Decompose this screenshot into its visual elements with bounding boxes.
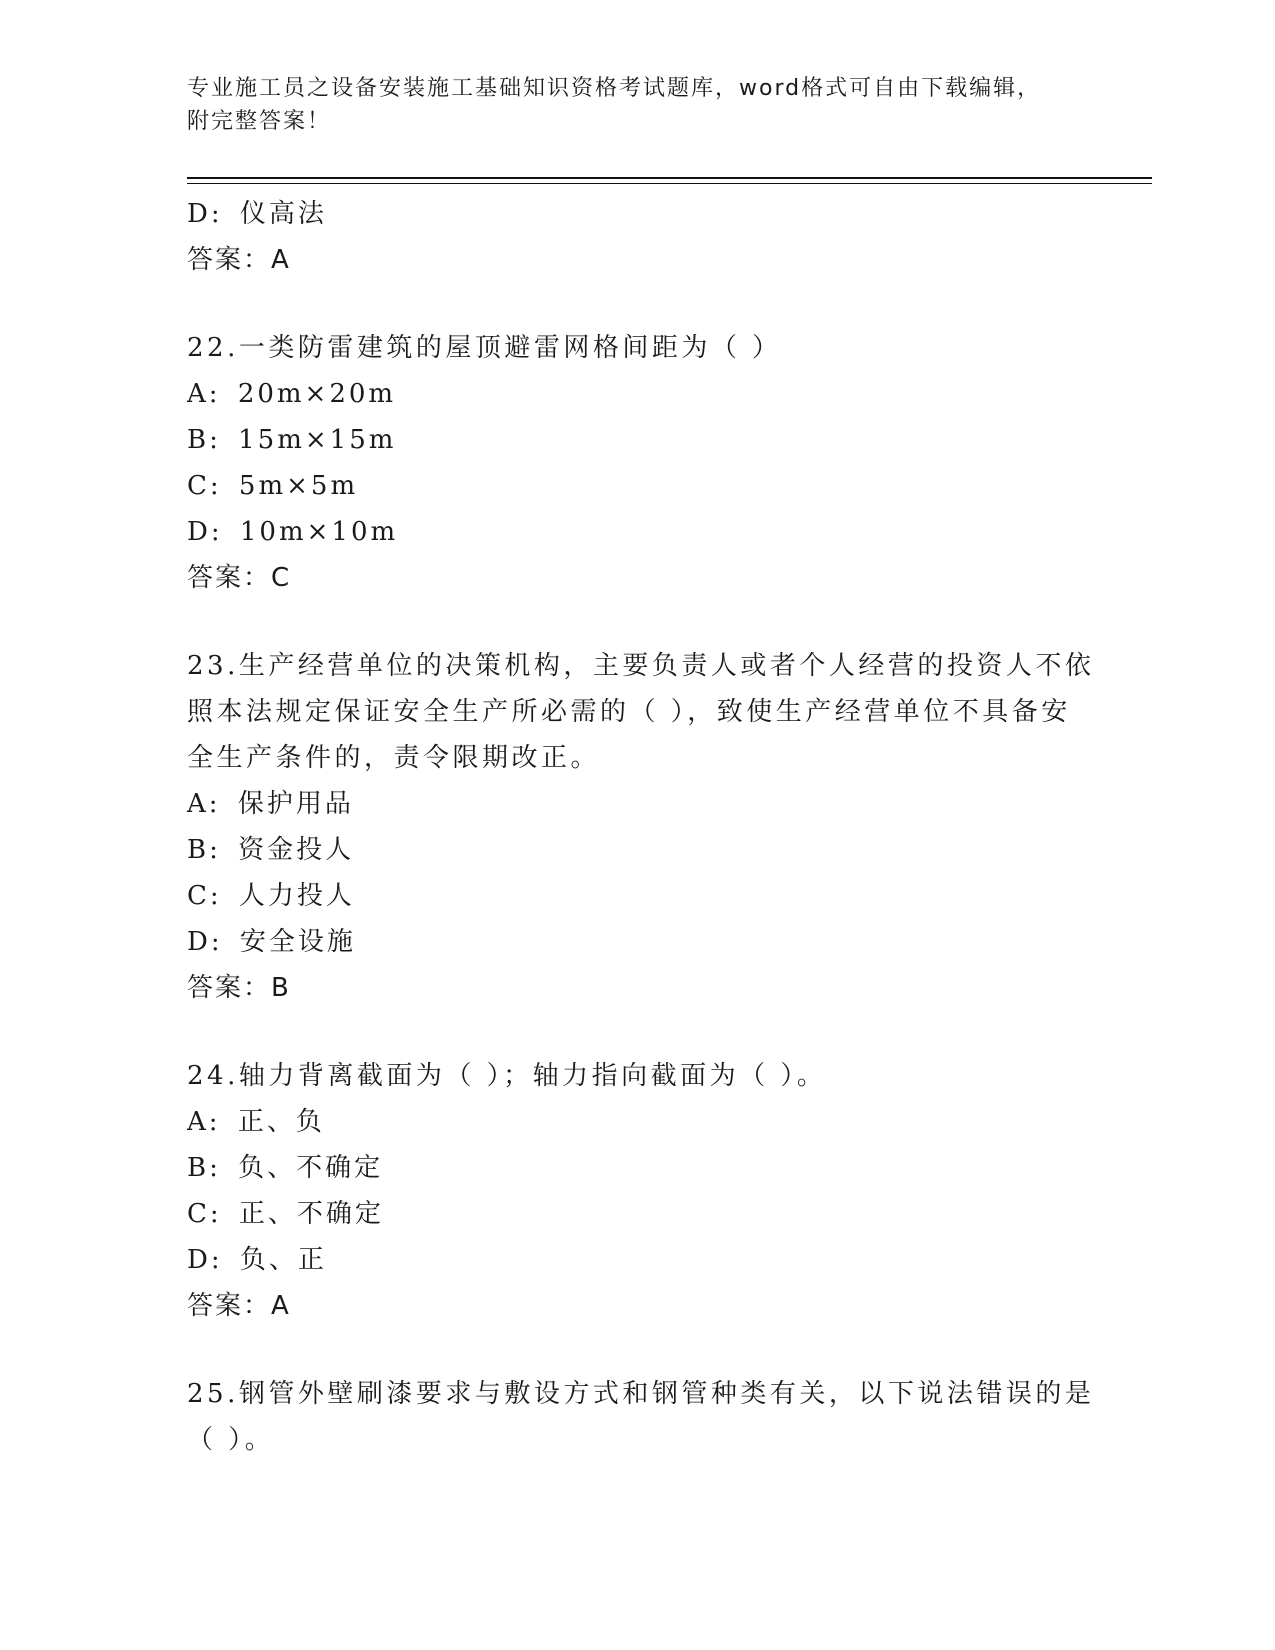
option-a [187, 371, 1087, 417]
stem-line: 23.生产经营单位的决策机构，主要负责人或者个人经营的投资人不依 [187, 651, 1095, 681]
option-c [187, 463, 1087, 509]
option-text: 安全设施 [239, 927, 356, 957]
answer-line: 答案：A [187, 245, 291, 275]
option-label: C: [187, 881, 222, 911]
answer-line: 答案：A [187, 1291, 291, 1321]
option-text: 人力投人 [238, 881, 355, 911]
option-d [187, 191, 1087, 237]
option-label: A: [187, 379, 221, 409]
option-text: 10m×10m [239, 517, 399, 547]
option-text: 负、正 [239, 1245, 327, 1275]
option-label: A: [187, 1107, 221, 1137]
header-line-2: 附完整答案！ [187, 109, 332, 134]
option-d [187, 509, 1087, 555]
stem-line: 22.一类防雷建筑的屋顶避雷网格间距为（ ） [187, 333, 782, 363]
option-a [187, 1099, 1087, 1145]
option-label: D: [187, 927, 223, 957]
option-label: B: [187, 835, 221, 865]
option-text: 5m×5m [238, 471, 359, 501]
question-24-stem [187, 1053, 1067, 1099]
option-text: 正、负 [237, 1107, 325, 1137]
spacer [187, 1329, 1087, 1371]
option-b [187, 1145, 1087, 1191]
option-label: B: [187, 1153, 221, 1183]
spacer [187, 601, 1087, 643]
stem-line: 25.钢管外壁刷漆要求与敷设方式和钢管种类有关，以下说法错误的是 [187, 1379, 1095, 1409]
question-content [187, 191, 1095, 1463]
option-label: B: [187, 425, 221, 455]
page-header [187, 72, 1067, 138]
stem-line: 照本法规定保证安全生产所必需的（ ），致使生产经营单位不具备安 [187, 697, 1071, 727]
option-text: 20m×20m [237, 379, 397, 409]
header-rule-thin [187, 183, 1152, 184]
stem-line: 全生产条件的，责令限期改正。 [187, 743, 601, 773]
spacer [187, 283, 1087, 325]
header-line-1: 专业施工员之设备安装施工基础知识资格考试题库，word格式可自由下载编辑， [187, 76, 1042, 101]
option-label: C: [187, 471, 222, 501]
option-text: 负、不确定 [238, 1153, 384, 1183]
option-text: 保护用品 [237, 789, 354, 819]
option-text: 资金投人 [238, 835, 355, 865]
option-text: 15m×15m [238, 425, 397, 455]
answer-line: 答案：B [187, 973, 291, 1003]
option-c [187, 1191, 1087, 1237]
question-25-stem [187, 1371, 1095, 1463]
stem-line: （ ）。 [187, 1425, 275, 1455]
option-a [187, 781, 1087, 827]
option-label: A: [187, 789, 221, 819]
option-label: D: [187, 1245, 223, 1275]
option-text: 正、不确定 [238, 1199, 384, 1229]
question-22-stem [187, 325, 1067, 371]
option-text: 仪高法 [239, 199, 327, 229]
spacer [187, 1011, 1087, 1053]
option-label: D: [187, 199, 223, 229]
answer-line: 答案：C [187, 563, 292, 593]
option-label: C: [187, 1199, 222, 1229]
option-b [187, 417, 1087, 463]
stem-line: 24.轴力背离截面为（ ）；轴力指向截面为（ ）。 [187, 1061, 827, 1091]
option-d [187, 919, 1087, 965]
option-c [187, 873, 1087, 919]
question-23-stem [187, 643, 1095, 781]
header-rule-thick [187, 177, 1152, 179]
option-d [187, 1237, 1087, 1283]
option-label: D: [187, 517, 223, 547]
option-b [187, 827, 1087, 873]
